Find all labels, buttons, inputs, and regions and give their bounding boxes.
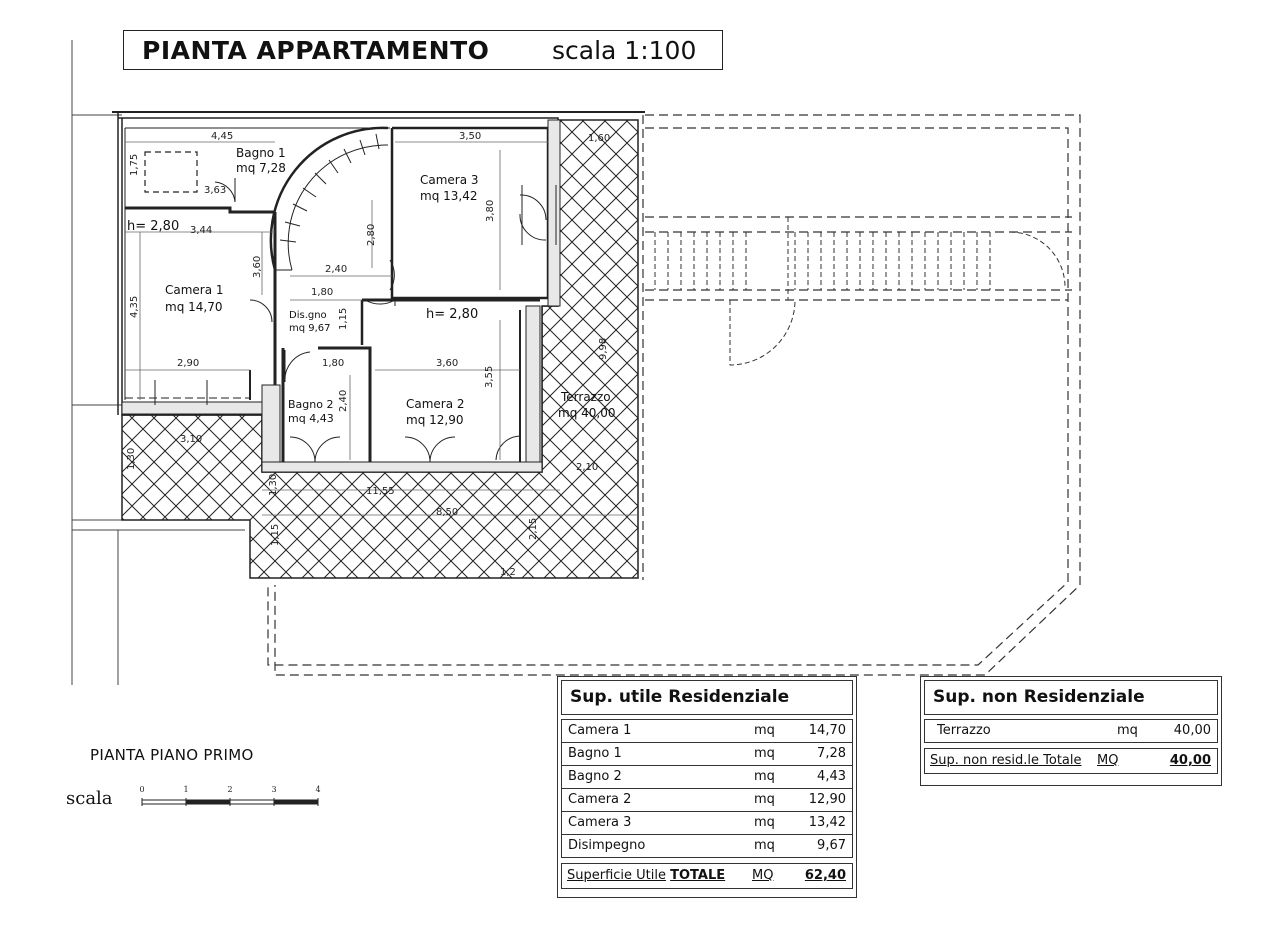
scale-bar: [142, 798, 318, 806]
room-bagno2-area: mq 4,43: [288, 412, 334, 425]
residential-total: [561, 863, 853, 889]
residential-header: Sup. utile Residenziale: [561, 680, 853, 715]
dim-text: 2,40: [325, 264, 348, 275]
residential-table: [557, 676, 857, 898]
room-bagno1-name: Bagno 1: [236, 146, 286, 160]
room-camera3-name: Camera 3: [420, 173, 479, 187]
dim-text: 3,50: [459, 131, 482, 142]
dim-text: 1,2: [500, 567, 516, 578]
dim-text: 1,75: [129, 153, 140, 176]
dim-text: 2,80: [366, 223, 377, 246]
page-title: PIANTA APPARTAMENTO: [142, 36, 490, 65]
row-unit: mq: [754, 769, 775, 784]
row-name: Bagno 2: [568, 769, 622, 784]
residential-rows: [561, 719, 853, 858]
dim-text: 1,15: [338, 307, 349, 330]
table-row: [562, 720, 852, 743]
dim-text: 4,45: [211, 131, 234, 142]
room-camera2-area: mq 12,90: [406, 413, 464, 427]
dim-text: 3,55: [484, 365, 495, 388]
dim-text: 1,30: [126, 447, 137, 470]
row-value: 13,42: [808, 815, 846, 830]
room-disimpegno-name: Dis.gno: [289, 310, 327, 321]
dim-text: 2,10: [576, 462, 599, 473]
non-residential-total: [924, 748, 1218, 774]
scale-tick-4: 4: [315, 785, 321, 794]
room-camera1-name: Camera 1: [165, 283, 224, 297]
height-label-left: h= 2,80: [127, 219, 180, 234]
dim-text: 3,60: [436, 358, 459, 369]
room-camera3-area: mq 13,42: [420, 189, 478, 203]
dim-text: 9,98: [598, 337, 609, 360]
title-scale: scala 1:100: [552, 36, 697, 65]
total-label: Superficie Utile: [567, 868, 666, 883]
row-value: 9,67: [817, 838, 846, 853]
dim-text: 3,63: [204, 185, 227, 196]
table-row: [562, 812, 852, 835]
row-value: 40,00: [1173, 723, 1211, 738]
table-row: [562, 835, 852, 857]
non-residential-header: Sup. non Residenziale: [924, 680, 1218, 715]
dim-text: 3,60: [252, 255, 263, 278]
scale-tick-0: 0: [139, 785, 145, 794]
total-unit: MQ: [1097, 753, 1119, 768]
room-bagno2-name: Bagno 2: [288, 398, 334, 411]
total-label: Sup. non resid.le Totale: [930, 753, 1082, 768]
row-value: 7,28: [817, 746, 846, 761]
dim-text: 1,60: [588, 133, 611, 144]
scale-tick-2: 2: [227, 785, 233, 794]
dim-text: 3,10: [180, 434, 203, 445]
dim-text: 1,80: [322, 358, 345, 369]
row-value: 12,90: [808, 792, 846, 807]
row-unit: mq: [754, 723, 775, 738]
table-row: [562, 789, 852, 812]
dim-text: 2,15: [528, 517, 539, 540]
room-terrazzo-area: mq 40,00: [558, 406, 616, 420]
room-terrazzo-name: Terrazzo: [561, 390, 611, 404]
row-unit: mq: [754, 792, 775, 807]
dim-text: 11,55: [366, 486, 395, 497]
dim-text: 8,50: [436, 507, 459, 518]
dim-text: 1,15: [270, 523, 281, 546]
row-name: Camera 2: [568, 792, 632, 807]
dim-text: 1,30: [268, 473, 279, 496]
non-residential-table: [920, 676, 1222, 786]
row-unit: mq: [754, 815, 775, 830]
room-bagno1-area: mq 7,28: [236, 161, 286, 175]
room-camera1-area: mq 14,70: [165, 300, 223, 314]
total-value: 40,00: [1169, 753, 1211, 768]
total-value: 62,40: [804, 868, 846, 883]
total-unit: MQ: [752, 868, 774, 883]
row-unit: mq: [754, 838, 775, 853]
table-row: [562, 743, 852, 766]
row-value: 4,43: [817, 769, 846, 784]
table-row: [925, 720, 1217, 742]
row-unit: mq: [1117, 723, 1138, 738]
height-label-center: h= 2,80: [426, 307, 479, 322]
room-camera2-name: Camera 2: [406, 397, 465, 411]
row-name: Terrazzo: [937, 723, 991, 738]
row-unit: mq: [754, 746, 775, 761]
room-disimpegno-area: mq 9,67: [289, 323, 331, 334]
row-name: Bagno 1: [568, 746, 622, 761]
dim-text: 3,80: [485, 199, 496, 222]
scale-label: scala: [66, 788, 113, 809]
plan-subtitle: PIANTA PIANO PRIMO: [90, 746, 254, 764]
row-name: Disimpegno: [568, 838, 646, 853]
non-residential-rows: [924, 719, 1218, 743]
dim-text: 2,90: [177, 358, 200, 369]
dashed-stairs: [655, 217, 1065, 365]
scale-tick-3: 3: [271, 785, 277, 794]
row-name: Camera 1: [568, 723, 632, 738]
dim-text: 2,40: [338, 389, 349, 412]
dim-text: 4,35: [129, 295, 140, 318]
row-value: 14,70: [808, 723, 846, 738]
dim-text: 3,44: [190, 225, 213, 236]
total-bold: TOTALE: [670, 868, 726, 883]
scale-ticks: [139, 785, 320, 794]
scale-tick-1: 1: [183, 785, 189, 794]
table-row: [562, 766, 852, 789]
row-name: Camera 3: [568, 815, 632, 830]
dim-text: 1,80: [311, 287, 334, 298]
